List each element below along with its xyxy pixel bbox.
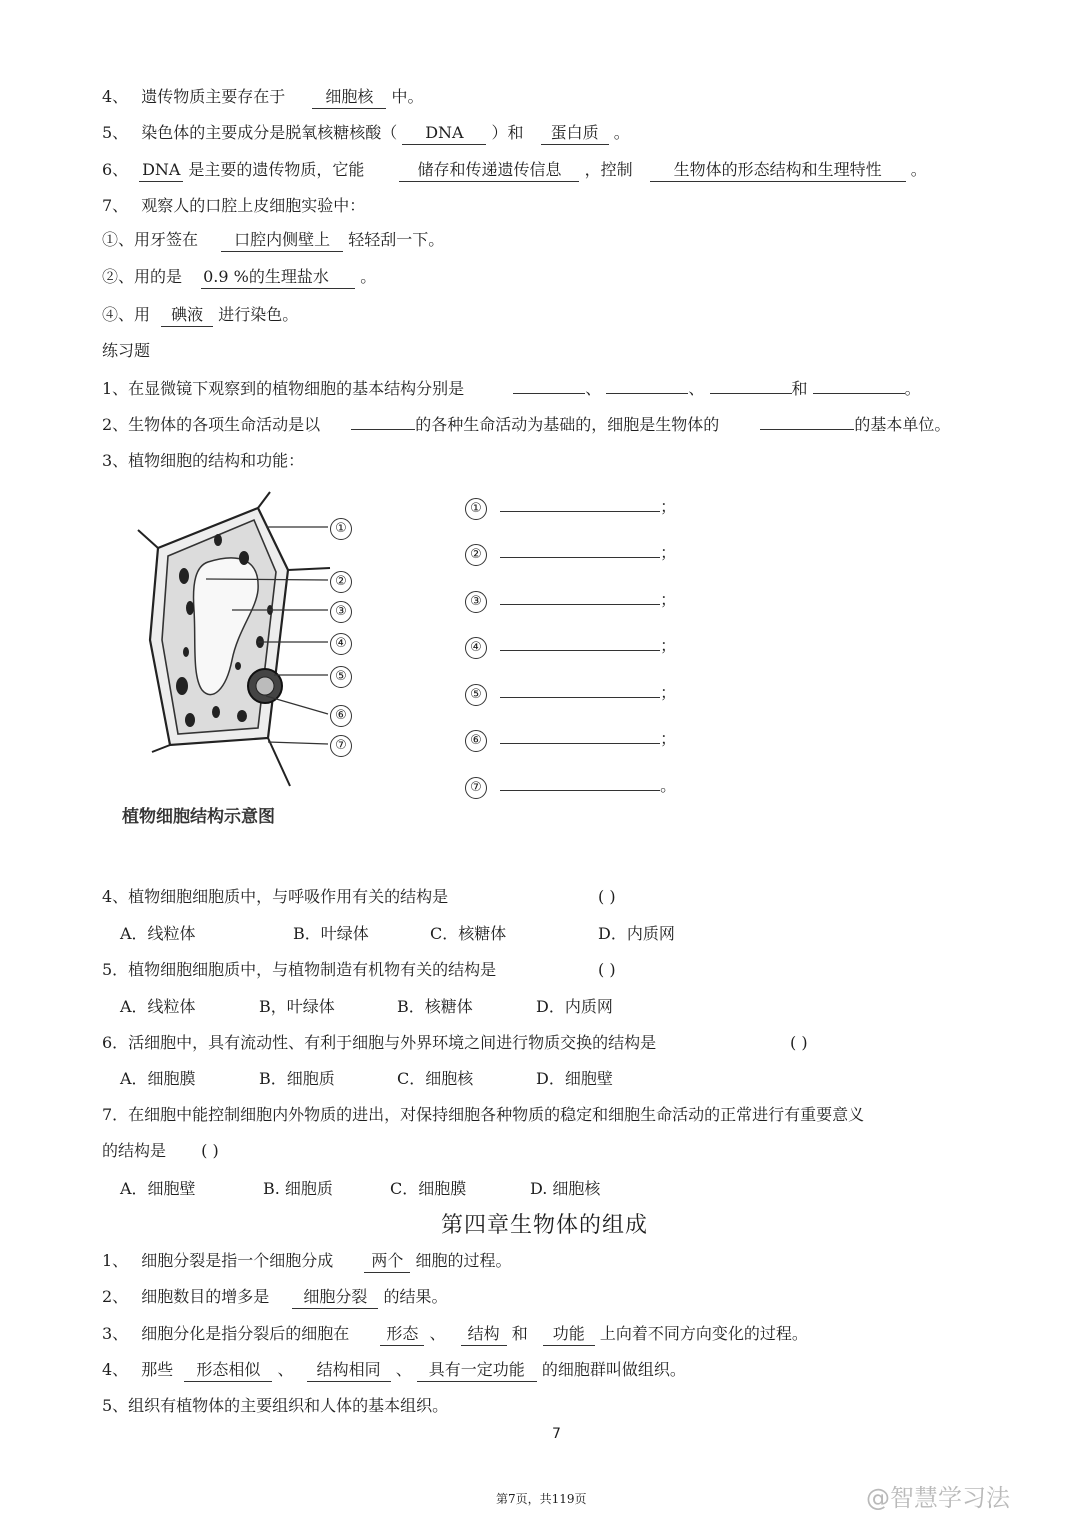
diagram-label-3: ③ — [330, 600, 352, 623]
question-7-step-4: ④、用 碘液 进行染色。 — [102, 304, 298, 327]
question-7-step-2: ②、用的是 0.9 %的生理盐水 。 — [102, 266, 376, 289]
option-b: B. 细胞质 — [263, 1179, 333, 1198]
page-footer: 第7页，共119页 — [496, 1492, 587, 1506]
answer-blank: 细胞分裂 — [292, 1286, 378, 1309]
option-b: B，叶绿体 — [259, 997, 335, 1016]
question-7: 7、 观察人的口腔上皮细胞实验中： — [102, 196, 366, 215]
diagram-label-5: ⑤ — [330, 665, 352, 688]
answer-blank: 具有一定功能 — [417, 1359, 537, 1382]
answer-line-6: ⑥ ； — [465, 726, 676, 752]
chapter-question-5: 5、组织有植物体的主要组织和人体的基本组织。 — [102, 1396, 449, 1415]
diagram-label-7: ⑦ — [330, 734, 352, 757]
option-d: D．细胞壁 — [536, 1069, 613, 1088]
chapter-question-2: 2、 细胞数目的增多是 细胞分裂 的结果。 — [102, 1286, 448, 1309]
practice-question-3: 3、植物细胞的结构和功能： — [102, 451, 305, 470]
diagram-caption: 植物细胞结构示意图 — [122, 807, 275, 827]
answer-blank: 结构 — [461, 1323, 507, 1346]
option-c: C．细胞膜 — [390, 1179, 467, 1198]
diagram-label-2: ② — [330, 570, 352, 593]
option-d: D．内质网 — [536, 997, 613, 1016]
answer-blank: 形态相似 — [184, 1359, 272, 1382]
answer-blank: 细胞核 — [312, 86, 386, 109]
option-c: C．核糖体 — [430, 924, 507, 943]
practice-question-7-cont: 的结构是 ( ) — [102, 1141, 219, 1160]
answer-line-1: ① ； — [465, 494, 676, 520]
answer-blank: 口腔内侧壁上 — [221, 229, 343, 252]
answer-blank: 形态 — [380, 1323, 424, 1346]
practice-question-5: 5．植物细胞细胞质中，与植物制造有机物有关的结构是 — [102, 960, 497, 979]
page-number: 7 — [552, 1426, 561, 1442]
practice-question-4: 4、植物细胞细胞质中，与呼吸作用有关的结构是 — [102, 887, 449, 906]
question-6: 6、 DNA 是主要的遗传物质，它能 储存和传递遗传信息 ，控制 生物体的形态结构和生理特性 。 — [102, 159, 927, 182]
answer-line-7: ⑦ 。 — [465, 773, 676, 799]
practice-question-7: 7．在细胞中能控制细胞内外物质的进出，对保持细胞各种物质的稳定和细胞生命活动的正常进行有重要意义 — [102, 1105, 865, 1124]
option-a: A．线粒体 — [120, 924, 196, 943]
option-a: A．线粒体 — [120, 997, 196, 1016]
option-c: C．细胞核 — [397, 1069, 474, 1088]
answer-paren: ( ) — [598, 887, 616, 906]
answer-line-2: ② ； — [465, 540, 676, 566]
answer-paren: ( ) — [790, 1033, 808, 1052]
answer-blank: 0.9 %的生理盐水 — [201, 266, 355, 289]
answer-blank: 两个 — [364, 1250, 410, 1273]
answer-blank: 功能 — [543, 1323, 595, 1346]
option-b: B．细胞质 — [259, 1069, 335, 1088]
chapter-question-4: 4、 那些 形态相似 、 结构相同 、 具有一定功能 的细胞群叫做组织。 — [102, 1359, 686, 1382]
option-c: B．核糖体 — [397, 997, 473, 1016]
diagram-label-6: ⑥ — [330, 704, 352, 727]
answer-blank: 结构相同 — [307, 1359, 391, 1382]
answer-paren: ( ) — [598, 960, 616, 979]
chapter-question-1: 1、 细胞分裂是指一个细胞分成 两个 细胞的过程。 — [102, 1250, 512, 1273]
option-d: D．内质网 — [598, 924, 675, 943]
practice-question-1: 1、在显微镜下观察到的植物细胞的基本结构分别是 、 、 和 。 — [102, 379, 921, 398]
question-5: 5、 染色体的主要成分是脱氧核糖核酸（ DNA ）和 蛋白质 。 — [102, 122, 630, 145]
practice-question-6: 6．活细胞中，具有流动性、有利于细胞与外界环境之间进行物质交换的结构是 — [102, 1033, 657, 1052]
practice-question-2: 2、生物体的各项生命活动是以 的各种生命活动为基础的，细胞是生物体的 的基本单位。 — [102, 415, 951, 434]
question-4: 4、 遗传物质主要存在于 细胞核 中。 — [102, 86, 424, 109]
answer-paren: ( ) — [201, 1141, 219, 1160]
question-7-step-1: ①、用牙签在 口腔内侧壁上 轻轻刮一下。 — [102, 229, 444, 252]
practice-heading: 练习题 — [102, 341, 151, 360]
option-b: B．叶绿体 — [293, 924, 369, 943]
option-a: A．细胞壁 — [120, 1179, 196, 1198]
chapter-question-3: 3、 细胞分化是指分裂后的细胞在 形态 、 结构 和 功能 上向着不同方向变化的过程。 — [102, 1323, 808, 1346]
answer-blank: 生物体的形态结构和生理特性 — [650, 159, 906, 182]
chapter-title: 第四章生物体的组成 — [441, 1213, 649, 1238]
option-a: A．细胞膜 — [120, 1069, 196, 1088]
watermark: @智慧学习法 — [866, 1484, 1010, 1512]
diagram-label-1: ① — [330, 517, 352, 540]
answer-line-5: ⑤ ； — [465, 680, 676, 706]
answer-blank: 碘液 — [161, 304, 213, 327]
answer-blank: 蛋白质 — [541, 122, 609, 145]
answer-line-4: ④ ； — [465, 633, 676, 659]
answer-blank: DNA — [402, 122, 486, 145]
answer-blank: DNA — [139, 159, 183, 182]
diagram-label-4: ④ — [330, 632, 352, 655]
answer-line-3: ③ ； — [465, 587, 676, 613]
answer-blank: 储存和传递遗传信息 — [399, 159, 579, 182]
option-d: D. 细胞核 — [530, 1179, 601, 1198]
